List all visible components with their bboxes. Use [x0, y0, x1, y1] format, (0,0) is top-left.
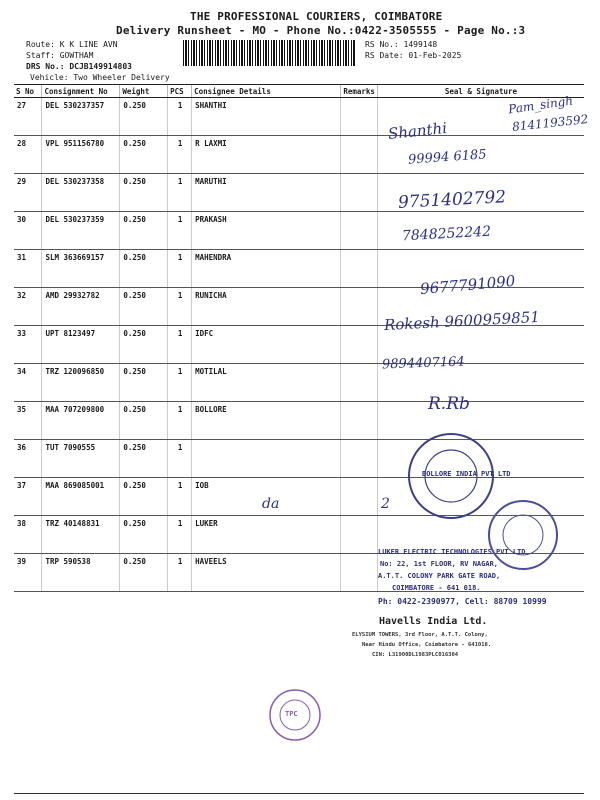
col-signature: Seal & Signature — [377, 85, 584, 98]
cell-consignment: MAA 707209800 — [42, 402, 120, 440]
cell-consignee: LUKER — [192, 516, 341, 554]
cell-weight: 0.250 — [120, 174, 168, 212]
cell-consignment: TRZ 40148831 — [42, 516, 120, 554]
havells-stamp-line4: CIN: L31900DL1983PLC016304 — [372, 652, 459, 658]
col-sno: S No — [14, 85, 42, 98]
havells-stamp-line3: Near Hindu Office, Coimbatore - 641018. — [362, 642, 492, 648]
tpc-seal-text: TPC — [285, 710, 298, 718]
cell-sno: 29 — [14, 174, 42, 212]
rs-date-label: RS Date: 01-Feb-2025 — [365, 51, 462, 60]
col-consignee: Consignee Details — [192, 85, 341, 98]
cell-consignee: R LAXMI — [192, 136, 341, 174]
cell-pcs: 1 — [168, 440, 192, 478]
cell-remarks — [341, 440, 378, 478]
rs-no-label: RS No.: 1499148 — [365, 40, 438, 49]
cell-consignee: SHANTHI — [192, 98, 341, 136]
signature-34: R.Rb — [428, 394, 470, 414]
table-header-row — [14, 85, 584, 98]
cell-consignment: AMD 29932782 — [42, 288, 120, 326]
cell-sno: 27 — [14, 98, 42, 136]
cell-consignment: SLM 363669157 — [42, 250, 120, 288]
cell-remarks — [341, 364, 378, 402]
cell-weight: 0.250 — [120, 478, 168, 516]
vehicle-label: Vehicle: Two Wheeler Delivery — [30, 73, 170, 82]
cell-consignment: TRP 590538 — [42, 554, 120, 592]
cell-remarks — [341, 136, 378, 174]
cell-pcs: 1 — [168, 554, 192, 592]
cell-pcs: 1 — [168, 326, 192, 364]
signature-33: 9894407164 — [381, 354, 465, 373]
cell-pcs: 1 — [168, 174, 192, 212]
mark-37-a: da — [262, 496, 280, 512]
cell-remarks — [341, 288, 378, 326]
cell-consignee — [192, 440, 341, 478]
cell-weight: 0.250 — [120, 250, 168, 288]
signature-27-name: Shanthi — [387, 118, 448, 144]
signature-29: 9751402792 — [397, 187, 507, 213]
cell-consignee: MARUTHI — [192, 174, 341, 212]
cell-sno: 34 — [14, 364, 42, 402]
cell-pcs: 1 — [168, 364, 192, 402]
table-row — [14, 402, 584, 440]
cell-sno: 38 — [14, 516, 42, 554]
cell-pcs: 1 — [168, 478, 192, 516]
cell-pcs: 1 — [168, 250, 192, 288]
havells-stamp-line2: ELYSIUM TOWERS, 3rd Floor, A.T.T. Colony, — [352, 632, 488, 638]
cell-remarks — [341, 554, 378, 592]
cell-remarks — [341, 250, 378, 288]
table-row — [14, 364, 584, 402]
signature-27-phone: 8141193592 — [511, 112, 589, 134]
cell-remarks — [341, 478, 378, 516]
havells-stamp-line1: Havells India Ltd. — [379, 616, 488, 627]
cell-consignee: PRAKASH — [192, 212, 341, 250]
table-row — [14, 98, 584, 136]
drs-label: DRS No.: DCJB149914803 — [26, 62, 132, 71]
signature-30: 7848252242 — [401, 223, 492, 245]
cell-pcs: 1 — [168, 402, 192, 440]
cell-weight: 0.250 — [120, 554, 168, 592]
cell-remarks — [341, 326, 378, 364]
cell-weight: 0.250 — [120, 288, 168, 326]
cell-sno: 35 — [14, 402, 42, 440]
luker-stamp-line5: Ph: 0422-2390977, Cell: 88709 10999 — [378, 597, 547, 606]
cell-consignee: MOTILAL — [192, 364, 341, 402]
mark-37-b: 2 — [381, 496, 390, 512]
cell-sno: 37 — [14, 478, 42, 516]
cell-sno: 28 — [14, 136, 42, 174]
cell-remarks — [341, 98, 378, 136]
cell-sno: 36 — [14, 440, 42, 478]
cell-sno: 31 — [14, 250, 42, 288]
cell-weight: 0.250 — [120, 326, 168, 364]
cell-sno: 39 — [14, 554, 42, 592]
cell-pcs: 1 — [168, 212, 192, 250]
col-remarks: Remarks — [341, 85, 378, 98]
signature-27-top: Pam_singh — [507, 93, 574, 117]
col-consignment: Consignment No — [42, 85, 120, 98]
cell-consignee: IDFC — [192, 326, 341, 364]
cell-weight: 0.250 — [120, 516, 168, 554]
cell-consignment: TUT 7090555 — [42, 440, 120, 478]
cell-consignment: MAA 869085001 — [42, 478, 120, 516]
luker-stamp-line3: A.T.T. COLONY PARK GATE ROAD, — [378, 572, 501, 580]
cell-consignment: DEL 530237357 — [42, 98, 120, 136]
cell-weight: 0.250 — [120, 98, 168, 136]
luker-stamp-line2: No: 22, 1st FLOOR, RV NAGAR, — [380, 560, 499, 568]
table-row — [14, 212, 584, 250]
cell-weight: 0.250 — [120, 136, 168, 174]
cell-pcs: 1 — [168, 516, 192, 554]
cell-consignment: TRZ 120096850 — [42, 364, 120, 402]
company-title: THE PROFESSIONAL COURIERS, COIMBATORE — [190, 10, 443, 23]
cell-consignee: BOLLORE — [192, 402, 341, 440]
table-row — [14, 326, 584, 364]
cell-consignee: MAHENDRA — [192, 250, 341, 288]
cell-weight: 0.250 — [120, 440, 168, 478]
signature-31: 9677791090 — [419, 271, 517, 299]
cell-weight: 0.250 — [120, 402, 168, 440]
signature-32: Rokesh 9600959851 — [383, 307, 541, 335]
cell-remarks — [341, 174, 378, 212]
staff-label: Staff: GOWTHAM — [26, 51, 94, 60]
signature-28: 99994 6185 — [407, 147, 488, 168]
cell-consignment: DEL 530237358 — [42, 174, 120, 212]
bollore-seal-text: BOLLORE INDIA PVT LTD — [422, 470, 511, 478]
cell-consignee: HAVEELS — [192, 554, 341, 592]
page-bottom-rule — [14, 793, 584, 794]
cell-remarks — [341, 212, 378, 250]
cell-weight: 0.250 — [120, 364, 168, 402]
cell-consignment: UPT 8123497 — [42, 326, 120, 364]
cell-pcs: 1 — [168, 136, 192, 174]
runsheet-subtitle: Delivery Runsheet - MO - Phone No.:0422-3505555 - Page No.:3 — [116, 24, 526, 37]
cell-pcs: 1 — [168, 98, 192, 136]
table-row — [14, 136, 584, 174]
cell-remarks — [341, 516, 378, 554]
cell-remarks — [341, 402, 378, 440]
route-label: Route: K K LINE AVN — [26, 40, 118, 49]
cell-sno: 32 — [14, 288, 42, 326]
col-pcs: PCS — [168, 85, 192, 98]
cell-consignee: IOB — [192, 478, 341, 516]
luker-stamp-line4: COIMBATORE - 641 018. — [392, 584, 481, 592]
cell-sno: 30 — [14, 212, 42, 250]
luker-stamp-line1: LUKER ELECTRIC TECHNOLOGIES PVT LTD — [378, 548, 526, 556]
cell-weight: 0.250 — [120, 212, 168, 250]
cell-pcs: 1 — [168, 288, 192, 326]
col-weight: Weight — [120, 85, 168, 98]
cell-sno: 33 — [14, 326, 42, 364]
cell-consignee: RUNICHA — [192, 288, 341, 326]
cell-consignment: DEL 530237359 — [42, 212, 120, 250]
barcode — [183, 40, 355, 66]
cell-consignment: VPL 951156780 — [42, 136, 120, 174]
